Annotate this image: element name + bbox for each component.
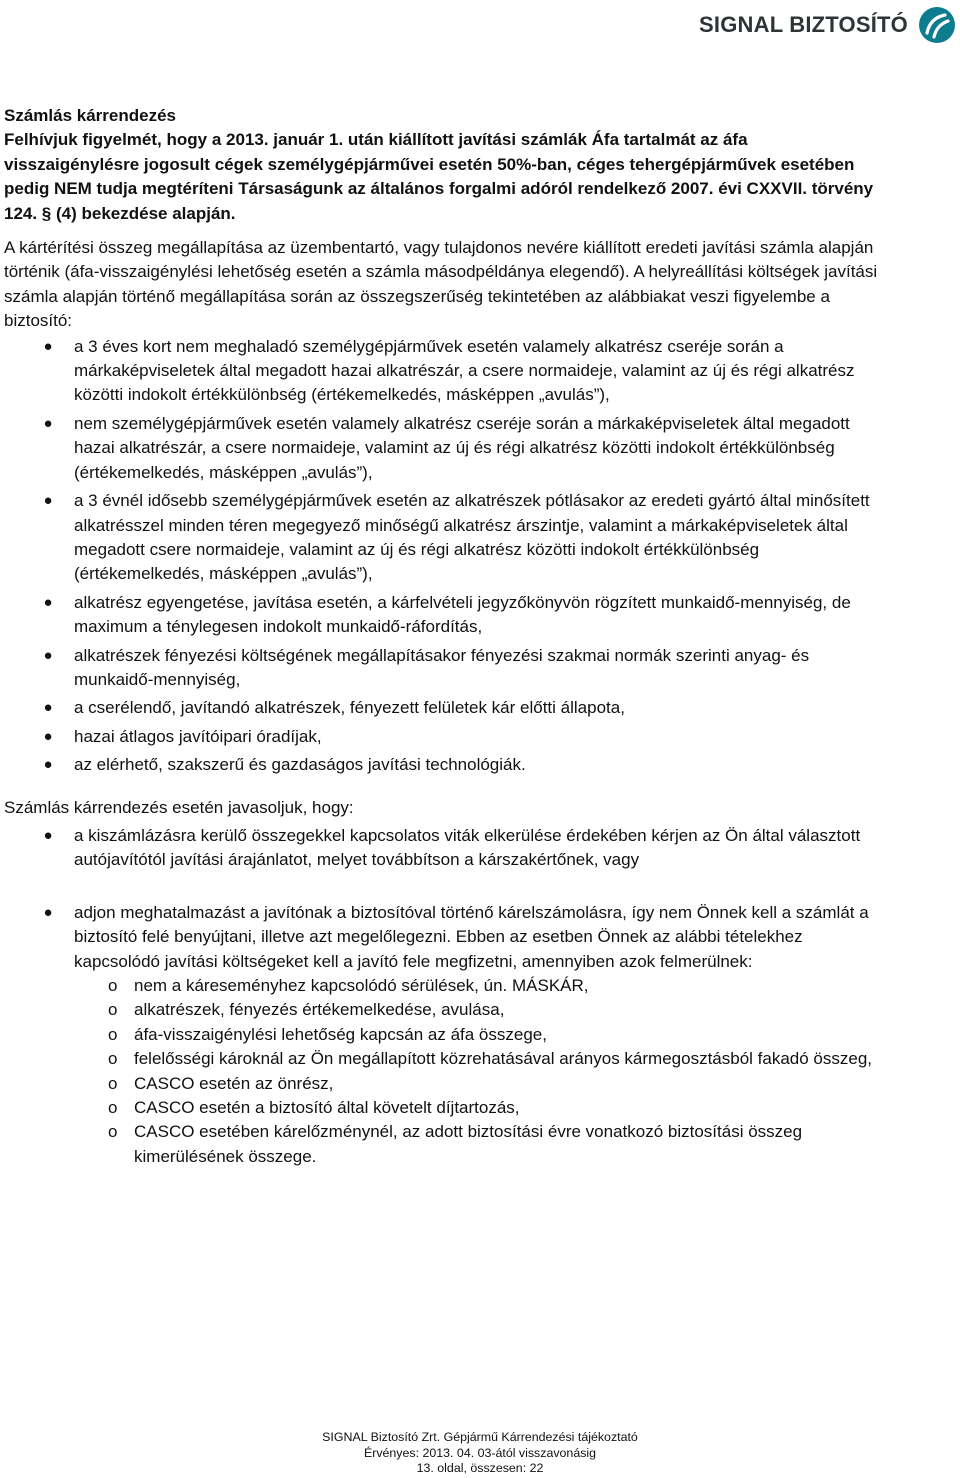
circle-bullet-icon: o: [108, 1122, 118, 1142]
circle-bullet-icon: o: [108, 1000, 118, 1020]
recommendation-list: [4, 824, 880, 1169]
page-header: [699, 4, 956, 46]
signal-logo-icon: [918, 6, 956, 44]
footer-document-title: SIGNAL Biztosító Zrt. Gépjármű Kárrendezési tájékoztató: [322, 1430, 638, 1444]
footer-validity: Érvényes: 2013. 04. 03-ától visszavonásig: [363, 1445, 597, 1460]
sub-list-item: o felelősségi károknál az Ön megállapított közrehatásával arányos kármegosztásból fakadó összeg,: [74, 1047, 880, 1071]
brand-name: SIGNAL BIZTOSÍTÓ: [699, 12, 908, 37]
footer-page-number: 13. oldal, összesen: 22: [416, 1461, 544, 1475]
sub-list-item: o CASCO esetén az önrész,: [74, 1072, 880, 1096]
bullet-icon: ●: [43, 903, 53, 921]
list-item: ● alkatrészek fényezési költségének megállapításakor fényezési szakmai normák szerinti anyag- és munkaidő-mennyiség,: [4, 644, 880, 693]
cost-items-sublist: [74, 974, 880, 1169]
section-title: Számlás kárrendezés: [4, 106, 176, 125]
assessment-paragraph: A kártérítési összeg megállapítása az üzembentartó, vagy tulajdonos nevére kiállított eredeti javítási számla alapján történik (áfa-visszaigénylési lehetőség esetén a számla másodpéldánya elegendő). A helyreállítási költségek javítási számla alapján történő megállapítása során az összegszerűség tekintetében az alábbiakat veszi figyelembe a biztosító:: [4, 238, 878, 331]
circle-bullet-icon: o: [108, 1098, 118, 1118]
intro-block: [4, 104, 880, 226]
bullet-icon: ●: [43, 826, 53, 844]
circle-bullet-icon: o: [108, 976, 118, 995]
bullet-icon: ●: [43, 756, 53, 774]
bullet-icon: ●: [43, 337, 53, 355]
list-item: ● a cserélendő, javítandó alkatrészek, fényezett felületek kár előtti állapota,: [4, 696, 880, 720]
bullet-icon: ●: [43, 699, 53, 717]
considerations-list: [4, 335, 880, 778]
list-item: ● az elérhető, szakszerű és gazdaságos javítási technológiák.: [4, 753, 880, 777]
circle-bullet-icon: o: [108, 1049, 118, 1069]
list-item: ● adjon meghatalmazást a javítónak a biztosítóval történő kárelszámolásra, így nem Önnek kell a számlát a biztosító felé benyújtani, illetve azt megelőlegezni. Ebben az esetben Önnek az alábbi tételekhez kapcsolódó javítási költségeket kell a javító fele megfizetni, amennyiben azok felmerülnek: o nem a káreseményhez kapcsolódó sérülések, ún. MÁSKÁR, o alkatrészek, fényezés értékemelkedése, avulása, o áfa-visszaigénylési lehetőség kapcsán az áfa összege, o felelősségi károknál az Ön megállapított közrehatásával arányos kármegosztásból fakadó összeg, o CASCO esetén az önrész, o CASCO esetén a biztosító által követelt díjtartozás, o CASCO esetében kárelőzménynél, az adott biztosítási évre vonatkozó biztosítási összeg kimerülésének összege.: [4, 901, 880, 1169]
bullet-icon: ●: [43, 646, 53, 664]
sub-list-item: o CASCO esetében kárelőzménynél, az adott biztosítási évre vonatkozó biztosítási összeg kimerülésének összege.: [108, 1122, 803, 1166]
circle-bullet-icon: o: [108, 1073, 118, 1093]
page-footer: [0, 1430, 960, 1477]
vat-notice: Felhívjuk figyelmét, hogy a 2013. január 1. után kiállított javítási számlák Áfa tartalmát az áfa visszaigénylésre jogosult cégek személygépjárművei esetén 50%-ban, céges tehergépjárművek esetében pedig NEM tudja megtéríteni Társaságunk az általános forgalmi adóról rendelkező 2007. évi CXXVII. törvény 124. § (4) bekezdése alapján.: [4, 130, 874, 223]
sub-list-item: o áfa-visszaigénylési lehetőség kapcsán az áfa összege,: [74, 1023, 880, 1047]
list-item: ● alkatrész egyengetése, javítása esetén, a kárfelvételi jegyzőkönyvön rögzített munkaidő-mennyiség, de maximum a ténylegesen indokolt munkaidő-ráfordítás,: [4, 591, 880, 640]
sub-list-item: o CASCO esetén a biztosító által követelt díjtartozás,: [74, 1096, 880, 1120]
list-item: ● a 3 éves kort nem meghaladó személygépjárművek esetén valamely alkatrész cseréje során a márkaképviseletek által megadott hazai alkatrészár, a csere normaideje, valamint az új és régi alkatrész közötti indokolt értékkülönbség (értékemelkedés, másképpen „avulás”),: [4, 335, 880, 408]
bullet-icon: ●: [43, 492, 53, 510]
recommendation-title: Számlás kárrendezés esetén javasoljuk, hogy:: [4, 797, 354, 817]
list-item: ● a 3 évnél idősebb személygépjárművek esetén az alkatrészek pótlásakor az eredeti gyártó által minősített alkatrésszel minden téren megegyező minőségű alkatrész árszintje, valamint a márkaképviseletek által megadott csere normaideje, valamint az új és régi alkatrész közötti indokolt értékkülönbség (értékemelkedés, másképpen „avulás”),: [4, 489, 880, 587]
bullet-icon: ●: [43, 727, 53, 745]
list-item: ● a kiszámlázásra kerülő összegekkel kapcsolatos viták elkerülése érdekében kérjen az Ön által választott autójavítótól javítási árajánlatot, melyet továbbítson a kárszakértőnek, vagy: [4, 824, 880, 873]
bullet-icon: ●: [43, 414, 53, 432]
document-body: [4, 104, 880, 1169]
bullet-icon: ●: [43, 593, 53, 611]
sub-list-item: o nem a káreseményhez kapcsolódó sérülések, ún. MÁSKÁR,: [74, 974, 880, 998]
sub-list-item: o alkatrészek, fényezés értékemelkedése, avulása,: [74, 998, 880, 1022]
circle-bullet-icon: o: [108, 1024, 118, 1044]
list-item: ● nem személygépjárművek esetén valamely alkatrész cseréje során a márkaképviseletek által megadott hazai alkatrészár, a csere normaideje, valamint az új és régi alkatrész közötti indokolt értékkülönbség (értékemelkedés, másképpen „avulás”),: [4, 412, 880, 485]
list-item: ● hazai átlagos javítóipari óradíjak,: [4, 725, 880, 749]
